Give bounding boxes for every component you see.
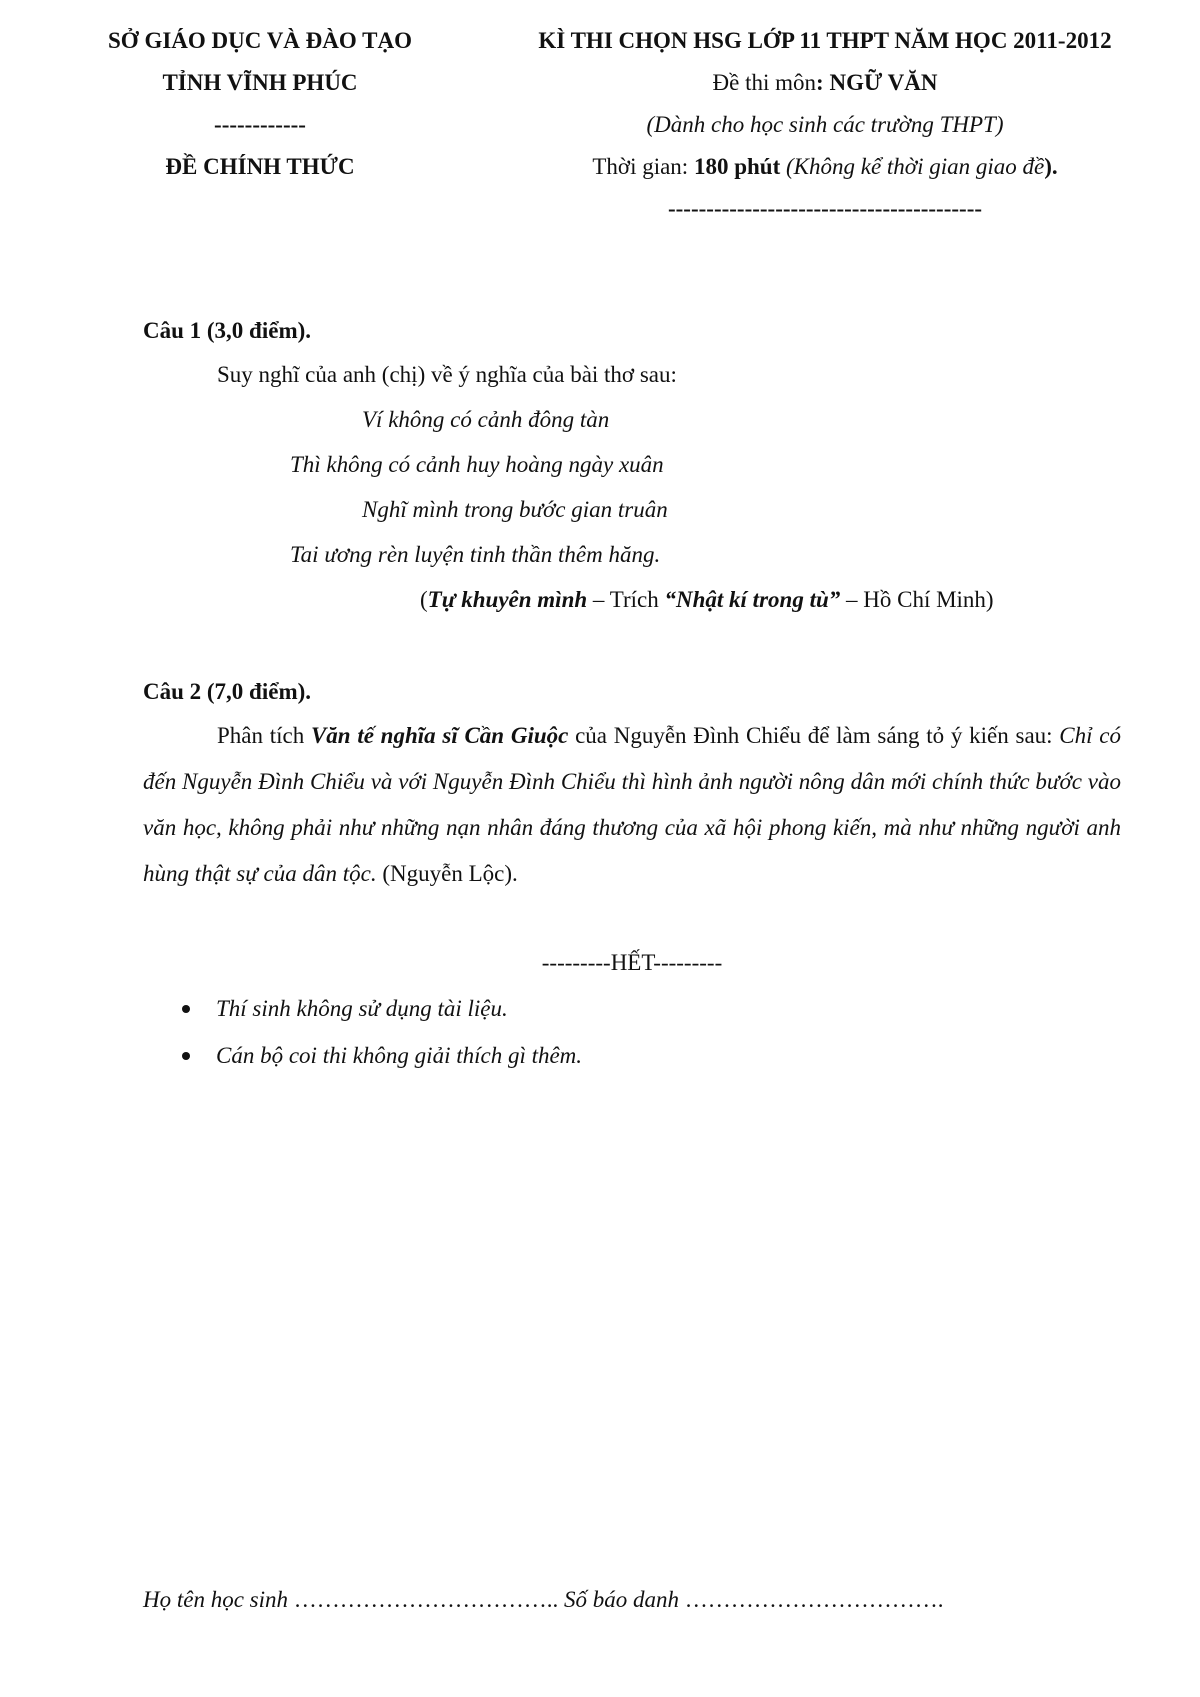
poem-line-3: Nghĩ mình trong bước gian truân [362, 497, 668, 522]
subject-name: : NGỮ VĂN [816, 70, 938, 95]
question1-heading: Câu 1 (3,0 điểm). [143, 318, 312, 343]
question2-heading: Câu 2 (7,0 điểm). [143, 679, 312, 704]
poem-line-2: Thì không có cảnh huy hoàng ngày xuân [290, 452, 664, 477]
bullet-icon [182, 1005, 190, 1013]
poem-line-4: Tai ương rèn luyện tinh thần thêm hăng. [290, 542, 661, 567]
exam-title: KÌ THI CHỌN HSG LỚP 11 THPT NĂM HỌC 2011-2012 [538, 28, 1112, 53]
time-value: 180 phút [693, 154, 781, 179]
citation-dash1: – Trích [587, 587, 665, 612]
question1-prompt: Suy nghĩ của anh (chị) về ý nghĩa của bài thơ sau: [217, 362, 677, 387]
question2-mid: của Nguyễn Đình Chiểu để làm sáng tỏ ý kiến sau: [568, 723, 1060, 748]
citation-author: – Hồ Chí Minh) [840, 587, 994, 612]
end-marker: ---------HẾT--------- [541, 950, 723, 975]
exam-time [480, 154, 1170, 180]
student-name-blank[interactable]: …………………………….. [288, 1587, 559, 1612]
student-name-label: Họ tên học sinh [143, 1587, 289, 1612]
question2-body [143, 713, 1121, 897]
exam-subject [480, 70, 1170, 96]
note-text: Cán bộ coi thi không giải thích gì thêm. [216, 1043, 583, 1068]
header-left-separator: ------------ [214, 112, 306, 137]
candidate-number-blank[interactable]: ……………………………. [684, 1587, 944, 1612]
note-text: Thí sinh không sử dụng tài liệu. [216, 996, 508, 1021]
poem-citation [420, 587, 994, 613]
time-prefix: Thời gian: [592, 154, 694, 179]
question2-work: Văn tế nghĩa sĩ Cần Giuộc [310, 723, 569, 748]
note-item [182, 996, 508, 1022]
question2-attribution: (Nguyễn Lộc). [376, 861, 518, 886]
citation-work: Tự khuyên mình [427, 587, 588, 612]
question2-quote: Chỉ có đến Nguyễn Đình Chiểu và với Nguyễn Đình Chiểu thì hình ảnh người nông dân mới chính thức bước vào văn học, không phải như những nạn nhân đáng thương của xã hội phong kiến, mà như những người anh hùng thật sự của dân tộc. [143, 723, 1121, 886]
note-item [182, 1043, 582, 1069]
department-name: SỞ GIÁO DỤC VÀ ĐÀO TẠO [108, 28, 412, 53]
question2-prefix: Phân tích [217, 723, 311, 748]
header-right-separator: ----------------------------------------- [667, 196, 983, 221]
time-note: (Không kể thời gian giao đề [780, 154, 1045, 179]
subject-prefix: Đề thi môn [712, 70, 817, 95]
citation-source: “Nhật kí trong tù” [664, 587, 841, 612]
official-exam-label: ĐỀ CHÍNH THỨC [165, 154, 355, 179]
exam-audience: (Dành cho học sinh các trường THPT) [646, 112, 1004, 137]
student-info-line [143, 1587, 944, 1613]
candidate-number-label: Số báo danh [558, 1587, 685, 1612]
bullet-icon [182, 1052, 190, 1060]
poem-line-1: Ví không có cảnh đông tàn [362, 407, 610, 432]
province-name: TỈNH VĨNH PHÚC [162, 70, 358, 95]
citation-open: ( [420, 587, 428, 612]
time-end: ). [1044, 154, 1058, 179]
